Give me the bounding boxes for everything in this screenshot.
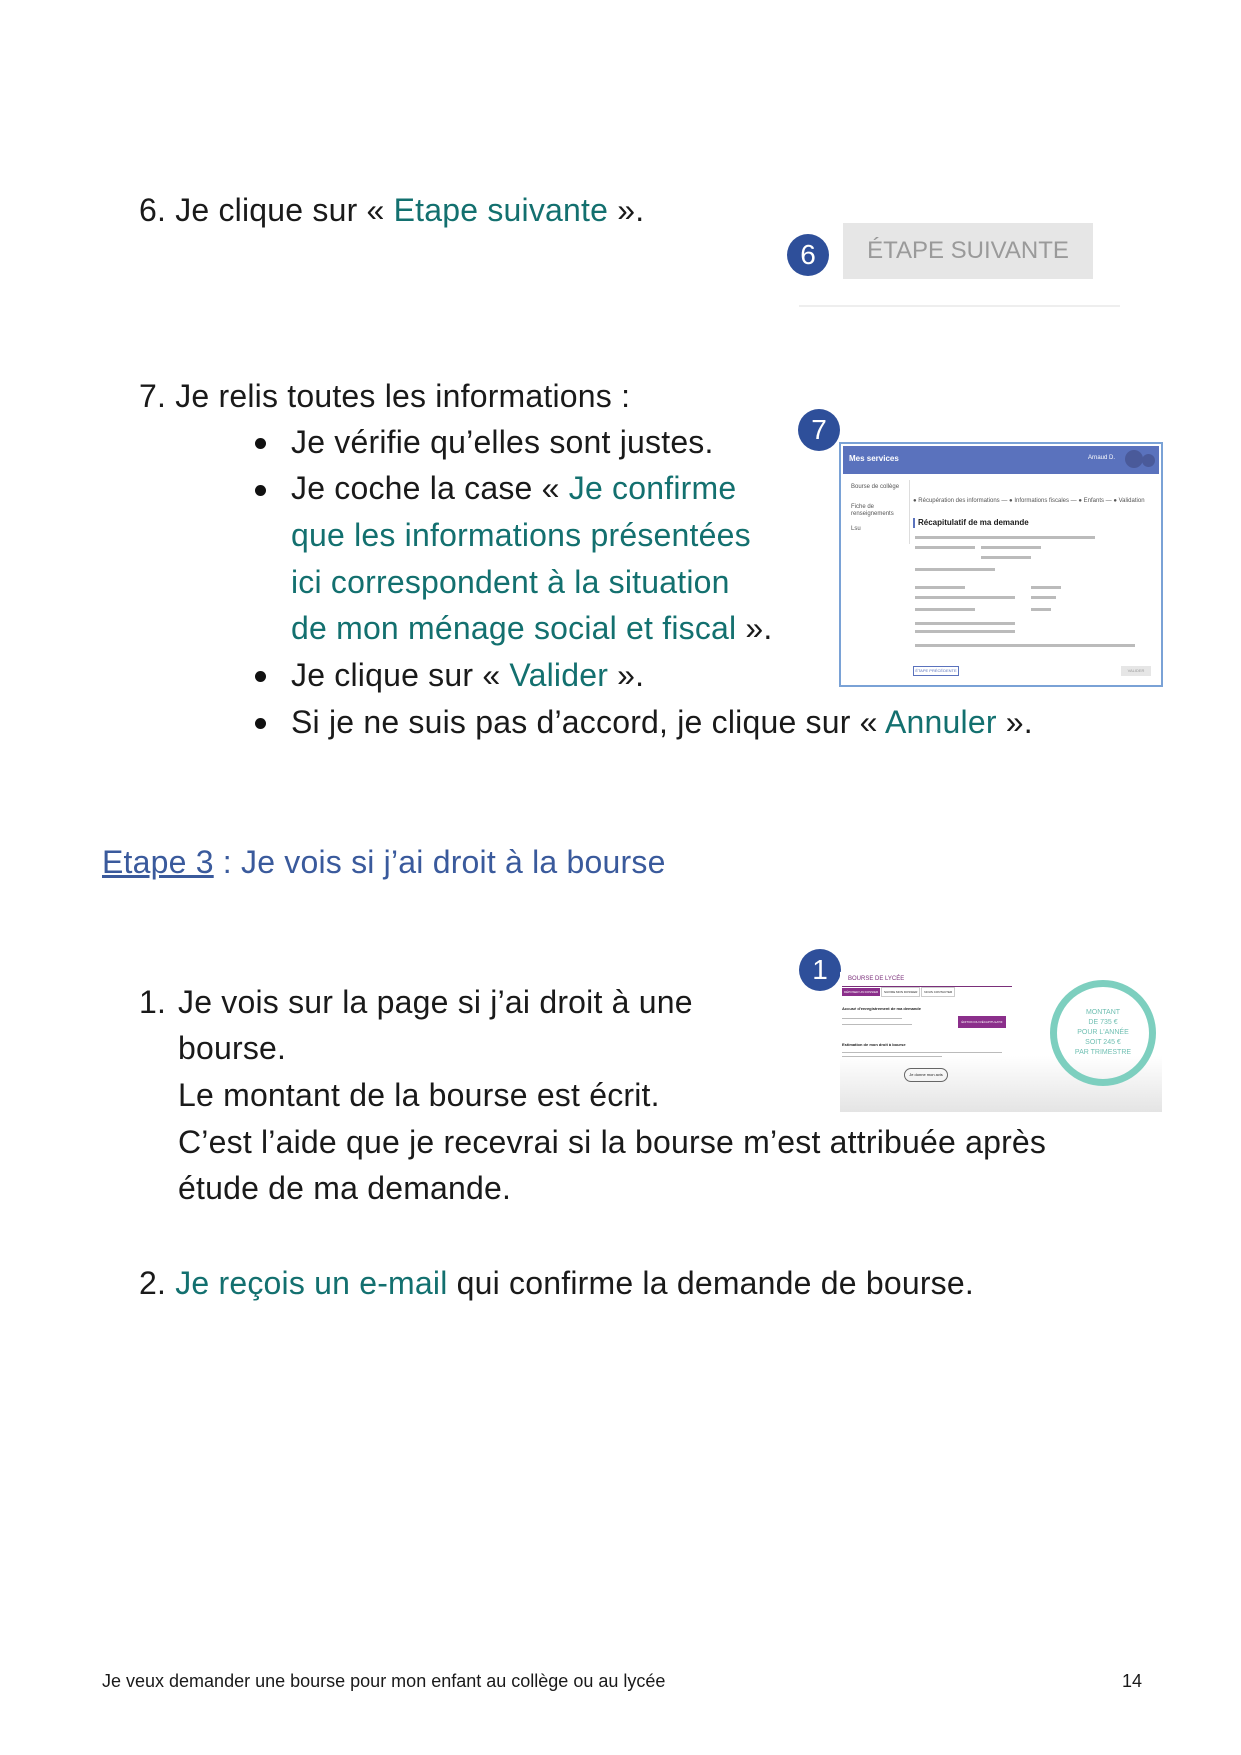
sidebar-item: Lsu	[851, 526, 861, 532]
amount-circle: MONTANT DE 735 € POUR L'ANNÉE SOIT 245 € PAR TRIMESTRE	[1050, 980, 1156, 1086]
stepper: ● Récupération des informations — ● Informations fiscales — ● Enfants — ● Validation	[913, 498, 1145, 504]
step-badge-7: 7	[798, 409, 840, 451]
bullet	[255, 718, 266, 729]
bullet-checkbox-line2: que les informations présentées	[291, 517, 751, 553]
step-badge-1: 1	[799, 949, 841, 991]
etape-suivante-button[interactable]: ÉTAPE SUIVANTE	[843, 223, 1093, 279]
etape3-heading: Etape 3 : Je vois si j’ai droit à la bourse	[102, 844, 666, 880]
etape-suivante-link: Etape suivante	[393, 192, 609, 228]
item1-line: étude de ma demande.	[178, 1170, 512, 1206]
avis-button: Je donne mon avis	[904, 1068, 948, 1082]
bullet-checkbox: Je coche la case « Je confirme	[291, 470, 737, 506]
bullet-checkbox-line3: ici correspondent à la situation	[291, 564, 730, 600]
result-screenshot	[840, 972, 1162, 1112]
user-name: Arnaud D.	[1087, 455, 1115, 461]
bullet-checkbox-line4: de mon ménage social et fiscal ».	[291, 610, 773, 646]
bullet-verify: Je vérifie qu’elles sont justes.	[291, 424, 714, 460]
sidebar-item: Bourse de collège	[851, 484, 900, 490]
section-ack: Accusé d'enregistrement de ma demande	[842, 1006, 921, 1011]
etape3-label: Etape 3	[102, 844, 214, 880]
bullet	[255, 671, 266, 682]
step-badge-6: 6	[787, 234, 829, 276]
divider	[799, 305, 1120, 307]
avatar	[1125, 450, 1143, 468]
item1-line: Je vois sur la page si j’ai droit à une	[178, 984, 693, 1020]
site-title: BOURSE DE LYCÉE	[848, 976, 905, 982]
step7-intro: 7. Je relis toutes les informations :	[139, 378, 631, 414]
recap-title: Récapitulatif de ma demande	[913, 518, 1029, 528]
page-number: 14	[1122, 1671, 1143, 1691]
prev-step-button: ÉTAPE PRÉCÉDENTE	[913, 666, 959, 676]
section-estimate: Estimation de mon droit à bourse	[842, 1042, 906, 1047]
item1-line: C’est l’aide que je recevrai si la bourse m’est attribuée après	[178, 1124, 1047, 1160]
header-title: Mes services	[849, 454, 899, 463]
validate-button: VALIDER	[1121, 666, 1151, 676]
item1-number: 1.	[139, 984, 167, 1020]
footer-text: Je veux demander une bourse pour mon enfant au collège ou au lycée	[102, 1671, 666, 1691]
sidebar-item: Fiche de renseignements	[851, 504, 894, 517]
recap-button: ÉDITION DU RÉCAPITULATIF	[958, 1016, 1006, 1028]
item2-text: 2. Je reçois un e-mail qui confirme la demande de bourse.	[139, 1265, 974, 1301]
screenshot-header	[843, 446, 1159, 474]
site-tabs: DÉPOSER UN DOSSIER SUIVRE MON DOSSIER NOUS CONTACTER	[842, 990, 955, 994]
step6-text: 6. Je clique sur « Etape suivante ».	[139, 192, 645, 228]
item1-line: Le montant de la bourse est écrit.	[178, 1077, 660, 1113]
avatar-small	[1142, 454, 1155, 467]
bullet-validate: Je clique sur « Valider ».	[291, 657, 645, 693]
email-link: Je reçois un e-mail	[175, 1265, 448, 1301]
recap-screenshot	[839, 442, 1163, 687]
bullet	[255, 485, 266, 496]
bullet	[255, 438, 266, 449]
item1-line: bourse.	[178, 1030, 287, 1066]
bullet-cancel: Si je ne suis pas d’accord, je clique sur « Annuler ».	[291, 704, 1033, 740]
